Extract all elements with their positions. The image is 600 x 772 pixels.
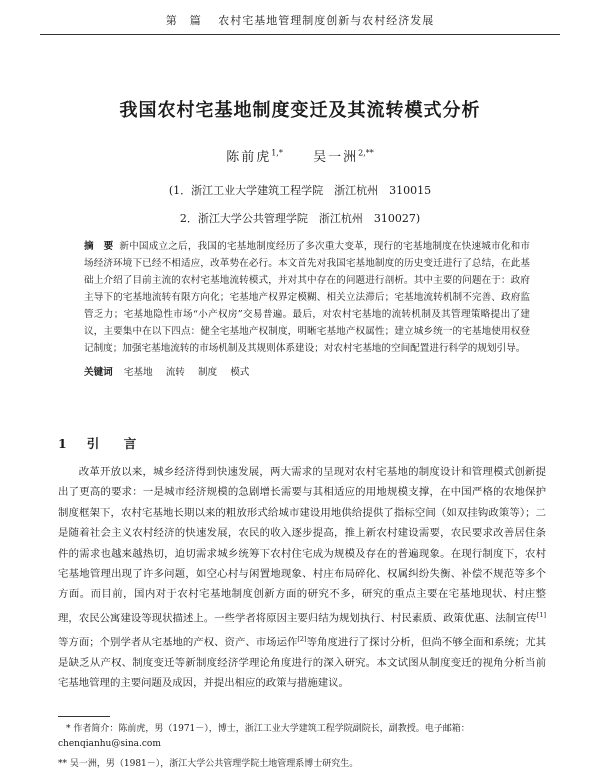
keyword: 宅基地 <box>123 367 153 378</box>
abstract-text: 新中国成立之后，我国的宅基地制度经历了多次重大变革，现行的宅基地制度在快速城市化和市场经济环境下已经不相适应，改革势在必行。本文首先对我国宅基地制度的历史变迁进行了总结，在此基础上介绍了目前主流的农村宅基地流转模式，并对其中存在的问题进行剖析。其中主要的问题在于：政府主导下的宅基地流转有限方向化；宅基地产权界定模糊、相关立法滞后；宅基地流转机制不完善、政府监管乏力；宅基地隐性市场“小产权房”交易普遍。最后，对农村宅基地的流转机制及其管理策略提出了建议，主要集中在以下四点：健全宅基地产权制度，明晰宅基地产权属性；建立城乡统一的宅基地使用权登记制度；加强宅基地流转的市场机制及其规则体系建设；对农村宅基地的空间配置进行科学的规划引导。 <box>84 241 531 354</box>
body-text-part: 等角度进行了探讨分析，但尚不够全面和系统；尤其是缺乏从产权、制度变迁等新制度经济学理论角度进行的深入研究。本文试图从制度变迁的视角分析当前宅基地管理的主要问题及成因，并提出相应的政策与措施建议。 <box>58 636 546 689</box>
keywords <box>84 364 530 381</box>
section-heading <box>58 434 142 452</box>
paper-title: 我国农村宅基地制度变迁及其流转模式分析 <box>119 100 481 121</box>
section-number: 1 <box>58 436 73 451</box>
author-line <box>40 146 560 165</box>
citation: [2] <box>297 634 307 643</box>
keyword: 流转 <box>165 367 185 378</box>
keyword: 模式 <box>230 367 250 378</box>
body-paragraph <box>58 462 546 693</box>
abstract <box>84 238 530 357</box>
footnote-divider <box>58 716 110 717</box>
section-title: 引 言 <box>86 436 143 451</box>
keyword: 制度 <box>197 367 218 378</box>
running-head <box>40 12 560 35</box>
footnote: * 作者简介：陈前虎，男（1971－），博士，浙江工业大学建筑工程学院副院长，副教授。电子邮箱：chenqianhu@sina.com <box>58 724 470 749</box>
author-mark: 2,** <box>358 148 374 158</box>
author-name: 陈前虎 <box>226 150 272 165</box>
chapter-label: 第 篇 <box>165 14 202 27</box>
body-text-part: 改革开放以来，城乡经济得到快速发展，两大需求的呈现对农村宅基地的制度设计和管理模式创新提出了更高的要求：一是城市经济规模的急剧增长需要与其相适应的用地规模支撑，在中国严格的农地保护制度框架下，农村宅基地长期以来的粗放形式给城市建设用地供给提供了指标空间（如双挂钩政策等）；二是随着社会主义农村经济的快速发展，农民的收入逐步提高，推上新农村建设需要，农民要求改善居住条件的需求也越来越热切，迫切需求城乡统筹下农村住宅成为规模及存在的普遍现象。在现行制度下，农村宅基地管理出现了许多问题，如空心村与闲置地现象、村庄布局碎化、权属纠纷失衡、补偿不规范等多个方面。而目前，国内对于农村宅基地制度创新方面的研究不多，研究的重点主要在宅基地现状、村庄整理，农民公寓建设等现状描述上。一些学者将原因主要归结为规划执行、村民素质、政策优惠、法制宣传 <box>58 466 546 625</box>
author-mark: 1,* <box>271 148 283 158</box>
body-text-part: 等方面；个别学者从宅基地的产权、资产、市场运作 <box>58 636 298 649</box>
author-name: 吴一洲 <box>313 150 359 165</box>
footnote: ** 吴一洲，男（1981－），浙江大学公共管理学院土地管理系博士研究生。 <box>58 759 359 769</box>
citation: [1] <box>536 610 546 619</box>
affiliation-1: (1．浙江工业大学建筑工程学院 浙江杭州 310015 <box>168 184 432 197</box>
keywords-label: 关键词 <box>84 367 113 378</box>
abstract-label: 摘 要 <box>84 241 114 252</box>
affiliation-2: 2．浙江大学公共管理学院 浙江杭州 310027) <box>179 212 421 225</box>
book-title: 农村宅基地管理制度创新与农村经济发展 <box>218 14 435 27</box>
